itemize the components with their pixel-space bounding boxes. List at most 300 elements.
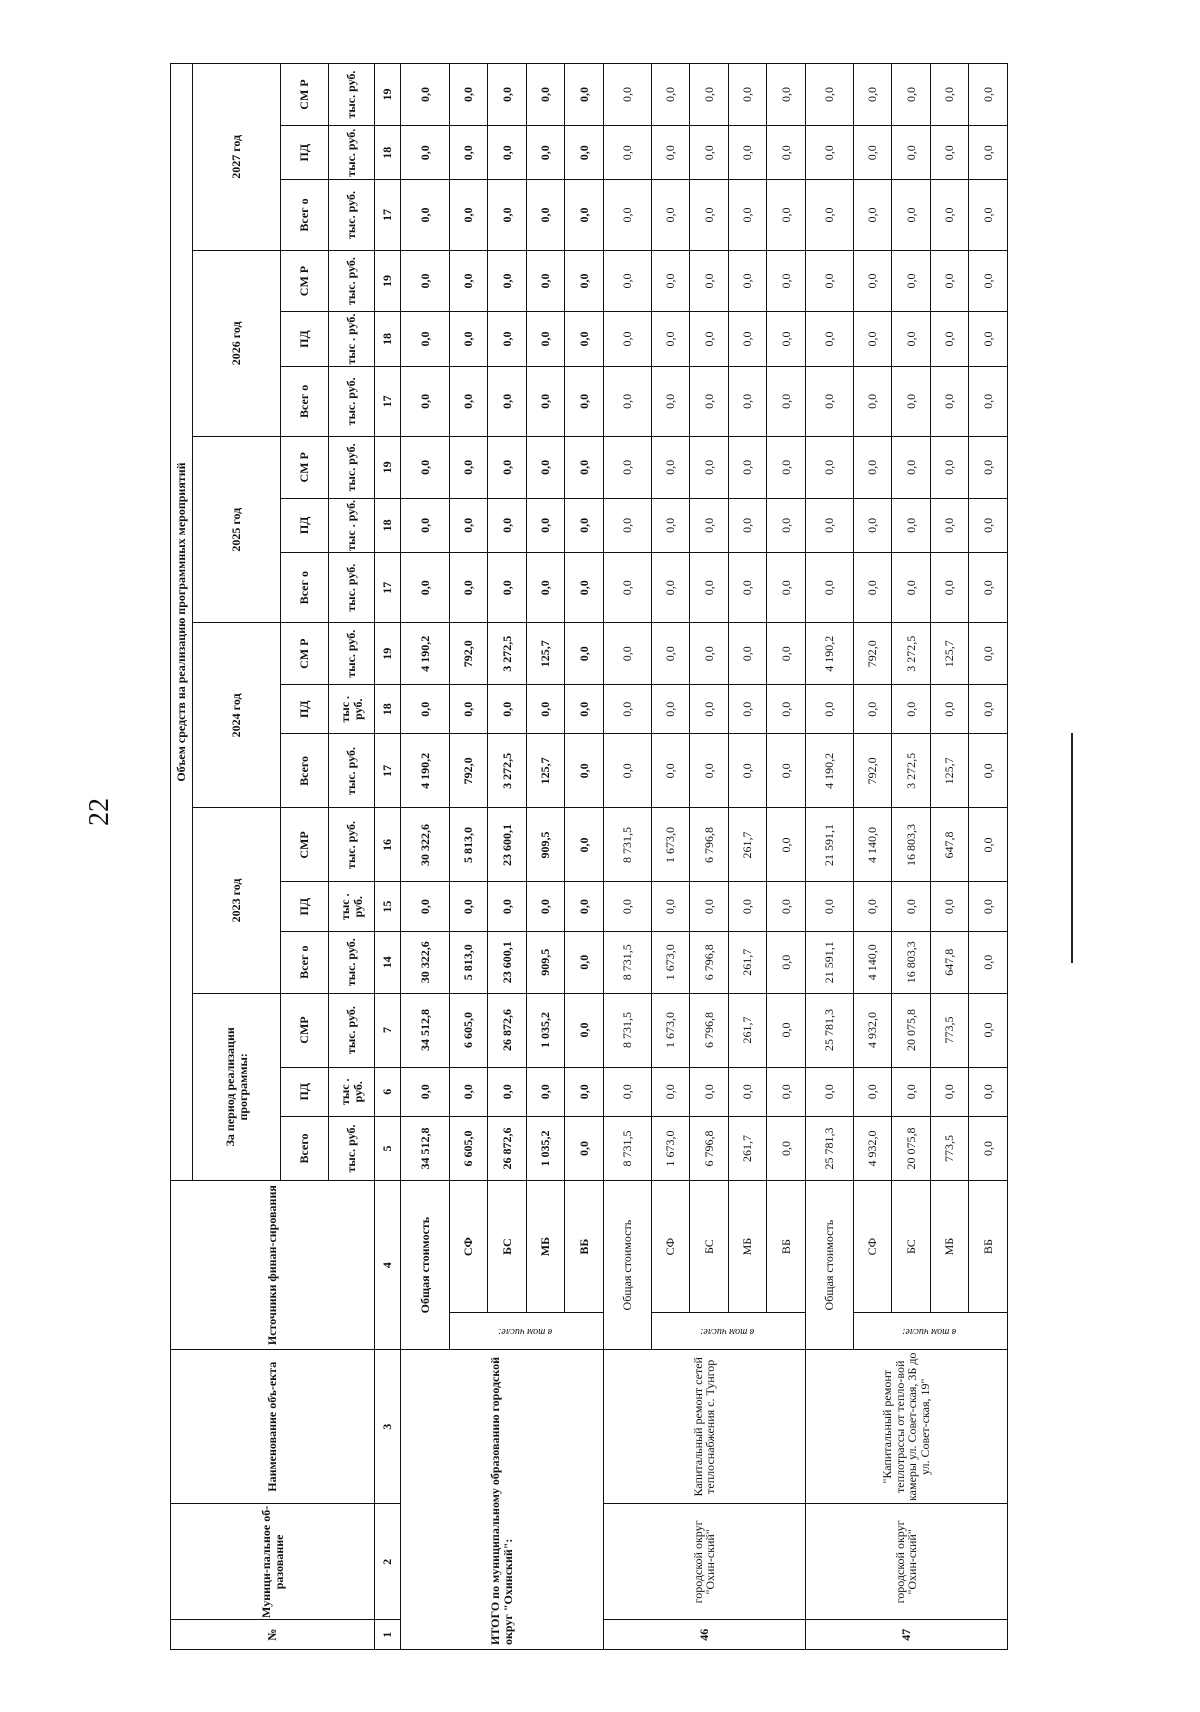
value-cell: 0,0 [690,64,728,126]
value-cell: 0,0 [565,882,603,931]
value-cell: 25 781,3 [805,1116,853,1180]
unit: тыс. руб. [329,808,375,882]
value-cell: 0,0 [892,64,930,126]
value-cell: 0,0 [969,1116,1008,1180]
value-cell: 773,5 [930,1116,968,1180]
value-cell: 0,0 [488,498,526,552]
value-cell: 0,0 [728,734,766,808]
value-cell: 0,0 [728,366,766,436]
value-cell: 0,0 [449,180,487,250]
value-cell: 0,0 [728,64,766,126]
table-row [805,64,853,1650]
value-cell: 0,0 [401,366,449,436]
header-volume-title: Объем средств на реализацию программных мероприятий [171,64,193,1181]
value-cell: 0,0 [401,64,449,126]
value-cell: 773,5 [930,993,968,1067]
value-cell: 0,0 [401,312,449,366]
unit: тыс. руб. [329,623,375,685]
value-cell: 0,0 [728,126,766,180]
value-cell: 8 731,5 [603,1116,651,1180]
unit: тыс. руб. [329,366,375,436]
value-cell: 0,0 [805,553,853,623]
value-cell: 0,0 [805,366,853,436]
value-cell: 0,0 [854,64,892,126]
value-cell: 0,0 [488,180,526,250]
value-cell: 4 190,2 [805,623,853,685]
sub-total: Всего [281,734,329,808]
value-cell: 4 190,2 [401,734,449,808]
value-cell: 0,0 [690,1067,728,1116]
header-period-total: За период реализации программы: [193,993,281,1181]
value-cell: 0,0 [767,64,805,126]
value-cell: 0,0 [526,180,564,250]
value-cell: 0,0 [449,250,487,312]
value-cell: 647,8 [930,931,968,993]
source-total-cost: Общая стоимость [805,1181,853,1350]
value-cell: 0,0 [651,250,689,312]
value-cell: 0,0 [854,882,892,931]
column-index-cell: 14 [375,931,401,993]
value-cell: 6 796,8 [690,931,728,993]
value-cell: 0,0 [651,882,689,931]
value-cell: 0,0 [805,1067,853,1116]
column-index-cell: 3 [375,1350,401,1504]
value-cell: 0,0 [892,553,930,623]
sub-pd: ПД [281,1067,329,1116]
unit: тыс . руб. [329,312,375,366]
value-cell: 0,0 [969,250,1008,312]
value-cell: 0,0 [728,498,766,552]
value-cell: 0,0 [930,126,968,180]
value-cell: 6 605,0 [449,1116,487,1180]
value-cell: 6 796,8 [690,808,728,882]
row-number: 46 [603,1620,805,1650]
value-cell: 0,0 [603,126,651,180]
value-cell: 0,0 [930,180,968,250]
sub-smr: СМР [281,993,329,1067]
value-cell: 0,0 [603,1067,651,1116]
value-cell: 5 813,0 [449,931,487,993]
value-cell: 0,0 [603,623,651,685]
value-cell: 261,7 [728,1116,766,1180]
source-cell: ВБ [969,1181,1008,1313]
value-cell: 0,0 [565,498,603,552]
value-cell: 0,0 [488,882,526,931]
value-cell: 0,0 [449,126,487,180]
value-cell: 1 035,2 [526,993,564,1067]
value-cell: 0,0 [401,685,449,734]
value-cell: 0,0 [565,64,603,126]
including-cell [651,1313,805,1350]
value-cell: 16 803,3 [892,931,930,993]
object-name-cell: Капитальный ремонт сетей теплоснабжения с. Тунгор [603,1350,805,1504]
value-cell: 0,0 [401,180,449,250]
value-cell: 0,0 [767,993,805,1067]
value-cell: 0,0 [892,250,930,312]
value-cell: 0,0 [565,734,603,808]
value-cell: 34 512,8 [401,1116,449,1180]
value-cell: 0,0 [728,180,766,250]
value-cell: 21 591,1 [805,808,853,882]
column-index-cell: 16 [375,808,401,882]
value-cell: 0,0 [449,437,487,499]
value-cell: 0,0 [767,734,805,808]
value-cell: 4 932,0 [854,1116,892,1180]
value-cell: 0,0 [401,1067,449,1116]
value-cell: 0,0 [854,685,892,734]
value-cell: 0,0 [651,498,689,552]
value-cell: 0,0 [969,64,1008,126]
column-index-cell: 18 [375,685,401,734]
sub-total: Всег о [281,553,329,623]
value-cell: 125,7 [526,734,564,808]
value-cell: 0,0 [969,126,1008,180]
value-cell: 0,0 [526,126,564,180]
column-index-cell: 7 [375,993,401,1067]
value-cell: 0,0 [892,312,930,366]
column-index-cell: 2 [375,1504,401,1620]
value-cell: 0,0 [690,734,728,808]
value-cell: 0,0 [969,1067,1008,1116]
value-cell: 0,0 [930,366,968,436]
value-cell: 0,0 [449,366,487,436]
including-label: в том числе: [699,1326,755,1338]
unit: тыс. руб. [329,437,375,499]
value-cell: 0,0 [526,553,564,623]
value-cell: 6 605,0 [449,993,487,1067]
unit: тыс. руб. [329,931,375,993]
value-cell: 0,0 [767,623,805,685]
header-object: Наименование объ-екта [171,1350,375,1504]
source-cell: МБ [930,1181,968,1313]
value-cell: 4 140,0 [854,808,892,882]
value-cell: 0,0 [488,1067,526,1116]
value-cell: 0,0 [651,312,689,366]
sub-pd: ПД [281,498,329,552]
value-cell: 0,0 [488,437,526,499]
value-cell: 0,0 [767,250,805,312]
value-cell: 792,0 [854,623,892,685]
unit: тыс . руб. [329,1067,375,1116]
value-cell: 0,0 [690,882,728,931]
value-cell: 0,0 [805,437,853,499]
value-cell: 0,0 [767,437,805,499]
total-label: ИТОГО по муниципальному образованию городской округ "Охинский": [401,1350,603,1650]
value-cell: 261,7 [728,808,766,882]
including-label: в том числе: [902,1326,957,1338]
value-cell: 0,0 [728,623,766,685]
value-cell: 0,0 [892,180,930,250]
value-cell: 0,0 [854,180,892,250]
value-cell: 0,0 [565,1067,603,1116]
source-cell: СФ [854,1181,892,1313]
unit: тыс. руб. [329,126,375,180]
value-cell: 0,0 [526,64,564,126]
source-total-cost: Общая стоимость [401,1181,449,1350]
value-cell: 0,0 [767,312,805,366]
value-cell: 0,0 [930,553,968,623]
sub-smr: СМ Р [281,250,329,312]
value-cell: 0,0 [728,553,766,623]
column-index-cell: 17 [375,553,401,623]
value-cell: 125,7 [526,623,564,685]
value-cell: 0,0 [690,553,728,623]
source-total-cost: Общая стоимость [603,1181,651,1350]
value-cell: 0,0 [805,126,853,180]
value-cell: 0,0 [526,366,564,436]
value-cell: 125,7 [930,623,968,685]
column-index-cell: 17 [375,180,401,250]
value-cell: 4 932,0 [854,993,892,1067]
value-cell: 0,0 [969,734,1008,808]
source-cell: БС [488,1181,526,1313]
source-cell: ВБ [565,1181,603,1313]
value-cell: 0,0 [526,498,564,552]
value-cell: 0,0 [690,126,728,180]
value-cell: 1 673,0 [651,1116,689,1180]
sub-pd: ПД [281,126,329,180]
value-cell: 0,0 [401,126,449,180]
value-cell: 0,0 [690,366,728,436]
value-cell: 0,0 [565,685,603,734]
value-cell: 0,0 [805,312,853,366]
value-cell: 0,0 [526,250,564,312]
value-cell: 3 272,5 [488,623,526,685]
value-cell: 0,0 [892,1067,930,1116]
value-cell: 0,0 [488,64,526,126]
value-cell: 0,0 [651,623,689,685]
source-cell: СФ [651,1181,689,1313]
value-cell: 0,0 [969,808,1008,882]
value-cell: 0,0 [854,126,892,180]
source-cell: МБ [526,1181,564,1313]
value-cell: 0,0 [854,553,892,623]
value-cell: 0,0 [930,882,968,931]
value-cell: 0,0 [767,931,805,993]
value-cell: 909,5 [526,931,564,993]
header-year-2027: 2027 год [193,64,281,251]
value-cell: 0,0 [603,882,651,931]
value-cell: 0,0 [854,498,892,552]
value-cell: 0,0 [805,882,853,931]
value-cell: 26 872,6 [488,993,526,1067]
value-cell: 0,0 [526,685,564,734]
value-cell: 0,0 [805,498,853,552]
unit: тыс. руб. [329,993,375,1067]
value-cell: 8 731,5 [603,808,651,882]
value-cell: 0,0 [565,437,603,499]
value-cell: 0,0 [488,126,526,180]
sub-pd: ПД [281,685,329,734]
column-index-cell: 17 [375,366,401,436]
value-cell: 0,0 [651,126,689,180]
value-cell: 0,0 [603,553,651,623]
column-index-cell: 19 [375,250,401,312]
value-cell: 0,0 [526,1067,564,1116]
unit: тыс. руб. [329,64,375,126]
value-cell: 0,0 [526,312,564,366]
value-cell: 0,0 [651,64,689,126]
unit: тыс. руб. [329,250,375,312]
value-cell: 4 190,2 [401,623,449,685]
value-cell: 0,0 [449,882,487,931]
header-sources: Источники финан-сирования [171,1181,375,1350]
value-cell: 0,0 [892,126,930,180]
value-cell: 0,0 [930,685,968,734]
value-cell: 0,0 [728,685,766,734]
value-cell: 16 803,3 [892,808,930,882]
value-cell: 0,0 [603,685,651,734]
value-cell: 0,0 [565,553,603,623]
value-cell: 909,5 [526,808,564,882]
value-cell: 0,0 [767,553,805,623]
value-cell: 0,0 [603,734,651,808]
value-cell: 0,0 [969,882,1008,931]
value-cell: 0,0 [651,437,689,499]
value-cell: 0,0 [690,312,728,366]
value-cell: 0,0 [930,250,968,312]
value-cell: 0,0 [449,685,487,734]
value-cell: 0,0 [565,180,603,250]
column-index-cell: 17 [375,734,401,808]
value-cell: 0,0 [603,366,651,436]
value-cell: 0,0 [805,64,853,126]
column-index-cell: 19 [375,64,401,126]
value-cell: 0,0 [728,882,766,931]
value-cell: 0,0 [565,931,603,993]
including-cell [854,1313,1008,1350]
value-cell: 0,0 [449,1067,487,1116]
table-row [603,64,651,1650]
value-cell: 8 731,5 [603,931,651,993]
unit: тыс . руб. [329,882,375,931]
value-cell: 0,0 [892,366,930,436]
unit: тыс. руб. [329,553,375,623]
value-cell: 0,0 [488,685,526,734]
value-cell: 0,0 [449,64,487,126]
value-cell: 792,0 [449,623,487,685]
table-row [401,64,449,1650]
value-cell: 0,0 [892,685,930,734]
value-cell: 0,0 [767,366,805,436]
column-index-cell: 18 [375,312,401,366]
value-cell: 0,0 [651,366,689,436]
value-cell: 23 600,1 [488,931,526,993]
rotated-table-container [170,63,1010,1650]
value-cell: 0,0 [969,623,1008,685]
value-cell: 0,0 [488,250,526,312]
value-cell: 0,0 [526,437,564,499]
value-cell: 0,0 [565,623,603,685]
value-cell: 0,0 [930,498,968,552]
value-cell: 0,0 [969,553,1008,623]
page-number: 22 [84,798,115,826]
value-cell: 0,0 [854,250,892,312]
sub-total: Всег о [281,366,329,436]
value-cell: 0,0 [892,437,930,499]
value-cell: 0,0 [690,180,728,250]
value-cell: 0,0 [690,250,728,312]
value-cell: 25 781,3 [805,993,853,1067]
sub-total: Всег о [281,931,329,993]
value-cell: 0,0 [565,366,603,436]
municipality-cell: городской округ "Охин-ский" [805,1504,1007,1620]
value-cell: 0,0 [969,685,1008,734]
value-cell: 0,0 [930,437,968,499]
value-cell: 792,0 [449,734,487,808]
value-cell: 0,0 [930,64,968,126]
value-cell: 4 140,0 [854,931,892,993]
value-cell: 0,0 [603,250,651,312]
column-index-cell: 15 [375,882,401,931]
value-cell: 0,0 [805,685,853,734]
column-index-cell: 5 [375,1116,401,1180]
column-index-cell: 18 [375,498,401,552]
value-cell: 0,0 [565,250,603,312]
value-cell: 0,0 [449,312,487,366]
source-cell: МБ [728,1181,766,1313]
value-cell: 0,0 [690,498,728,552]
value-cell: 0,0 [488,312,526,366]
value-cell: 0,0 [603,180,651,250]
value-cell: 1 673,0 [651,808,689,882]
value-cell: 0,0 [728,1067,766,1116]
value-cell: 3 272,5 [488,734,526,808]
value-cell: 0,0 [651,734,689,808]
source-cell: ВБ [767,1181,805,1313]
value-cell: 261,7 [728,993,766,1067]
value-cell: 6 796,8 [690,1116,728,1180]
value-cell: 0,0 [767,180,805,250]
including-label: в том числе: [497,1326,552,1338]
header-no: № [171,1620,375,1650]
signature-rule [1071,733,1073,963]
value-cell: 0,0 [969,180,1008,250]
municipality-cell: городской округ "Охин-ский" [603,1504,805,1620]
column-index-cell: 6 [375,1067,401,1116]
value-cell: 0,0 [690,623,728,685]
source-cell: СФ [449,1181,487,1313]
header-year-2023: 2023 год [193,808,281,993]
value-cell: 261,7 [728,931,766,993]
value-cell: 0,0 [690,437,728,499]
value-cell: 0,0 [969,498,1008,552]
value-cell: 8 731,5 [603,993,651,1067]
value-cell: 1 673,0 [651,993,689,1067]
sub-smr: СМ Р [281,437,329,499]
value-cell: 0,0 [767,1116,805,1180]
object-name-cell: "Капитальный ремонт теплотрассы от тепло-вой камеры ул. Совет-ская, 3Б до ул. Совет-ская, 19" [805,1350,1007,1504]
value-cell: 0,0 [565,126,603,180]
value-cell: 30 322,6 [401,931,449,993]
value-cell: 0,0 [805,250,853,312]
unit: тыс. руб. [329,734,375,808]
value-cell: 0,0 [930,1067,968,1116]
value-cell: 0,0 [767,808,805,882]
value-cell: 30 322,6 [401,808,449,882]
unit: тыс . руб. [329,685,375,734]
value-cell: 4 190,2 [805,734,853,808]
value-cell: 1 035,2 [526,1116,564,1180]
value-cell: 0,0 [565,993,603,1067]
value-cell: 0,0 [603,312,651,366]
value-cell: 0,0 [969,366,1008,436]
unit: тыс. руб. [329,1116,375,1180]
value-cell: 20 075,8 [892,993,930,1067]
value-cell: 792,0 [854,734,892,808]
value-cell: 0,0 [651,1067,689,1116]
value-cell: 6 796,8 [690,993,728,1067]
